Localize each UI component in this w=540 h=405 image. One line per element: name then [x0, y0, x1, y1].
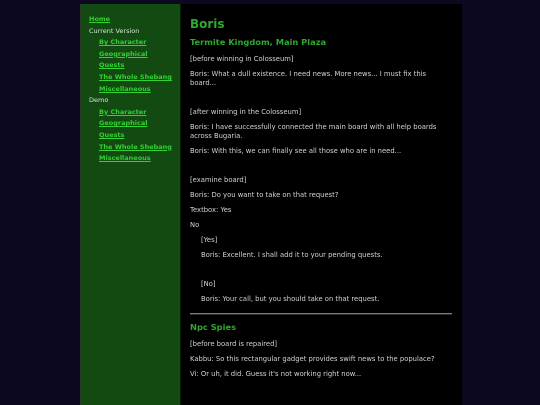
- sidebar-link-miscellaneous[interactable]: Miscellaneous: [99, 84, 151, 93]
- dialogue-line: Textbox: Yes: [190, 206, 232, 214]
- section-divider: [190, 313, 452, 315]
- dialogue-line: Boris: I have successfully connected the main board with all help boards across Bugaria.: [190, 123, 437, 140]
- dialogue-line: Kabbu: So this rectangular gadget provides swift news to the populace?: [190, 355, 435, 363]
- main-content: [190, 17, 452, 379]
- dialogue-line: [after winning in the Colosseum]: [190, 108, 302, 116]
- dialogue-line: [No]: [201, 280, 216, 288]
- page-frame: [80, 4, 462, 405]
- sidebar-link-home[interactable]: Home: [89, 15, 111, 23]
- dialogue-line: [before board is repaired]: [190, 340, 278, 348]
- page-title: Boris: [190, 17, 225, 31]
- sidebar-link-miscellaneous[interactable]: Miscellaneous: [99, 154, 151, 163]
- sidebar-link-by-character[interactable]: By Character: [99, 38, 147, 47]
- sidebar-heading-demo: Demo: [89, 96, 109, 105]
- dialogue-line: Boris: Do you want to take on that request?: [190, 191, 339, 199]
- dialogue-line: Boris: What a dull existence. I need news. More news... I must fix this board...: [190, 70, 427, 87]
- sidebar-link-the-whole-shebang[interactable]: The Whole Shebang: [99, 142, 172, 151]
- dialogue-line: Boris: Excellent. I shall add it to your pending quests.: [201, 251, 383, 259]
- sidebar-link-quests[interactable]: Quests: [99, 61, 125, 70]
- sidebar-link-geographical[interactable]: Geographical: [99, 49, 148, 58]
- dialogue-line: Boris: With this, we can finally see all those who are in need...: [190, 147, 402, 155]
- dialogue-line: No: [190, 221, 200, 229]
- dialogue-line: Boris: Your call, but you should take on that request.: [201, 295, 380, 303]
- sidebar-link-by-character[interactable]: By Character: [99, 107, 147, 116]
- sidebar-nav: [81, 4, 181, 405]
- dialogue-line: Vi: Or uh, it did. Guess it's not working right now...: [190, 370, 362, 378]
- dialogue-line: [Yes]: [201, 236, 218, 244]
- dialogue-line: [before winning in Colosseum]: [190, 55, 294, 63]
- sidebar-heading-current-version: Current Version: [89, 26, 140, 35]
- sidebar-link-the-whole-shebang[interactable]: The Whole Shebang: [99, 72, 172, 81]
- dialogue-line: [examine board]: [190, 176, 247, 184]
- section-heading: Termite Kingdom, Main Plaza: [190, 37, 327, 47]
- sidebar-link-quests[interactable]: Quests: [99, 130, 125, 139]
- sections: [190, 37, 452, 379]
- section-heading: Npc Spies: [190, 322, 237, 332]
- sidebar-link-geographical[interactable]: Geographical: [99, 119, 148, 128]
